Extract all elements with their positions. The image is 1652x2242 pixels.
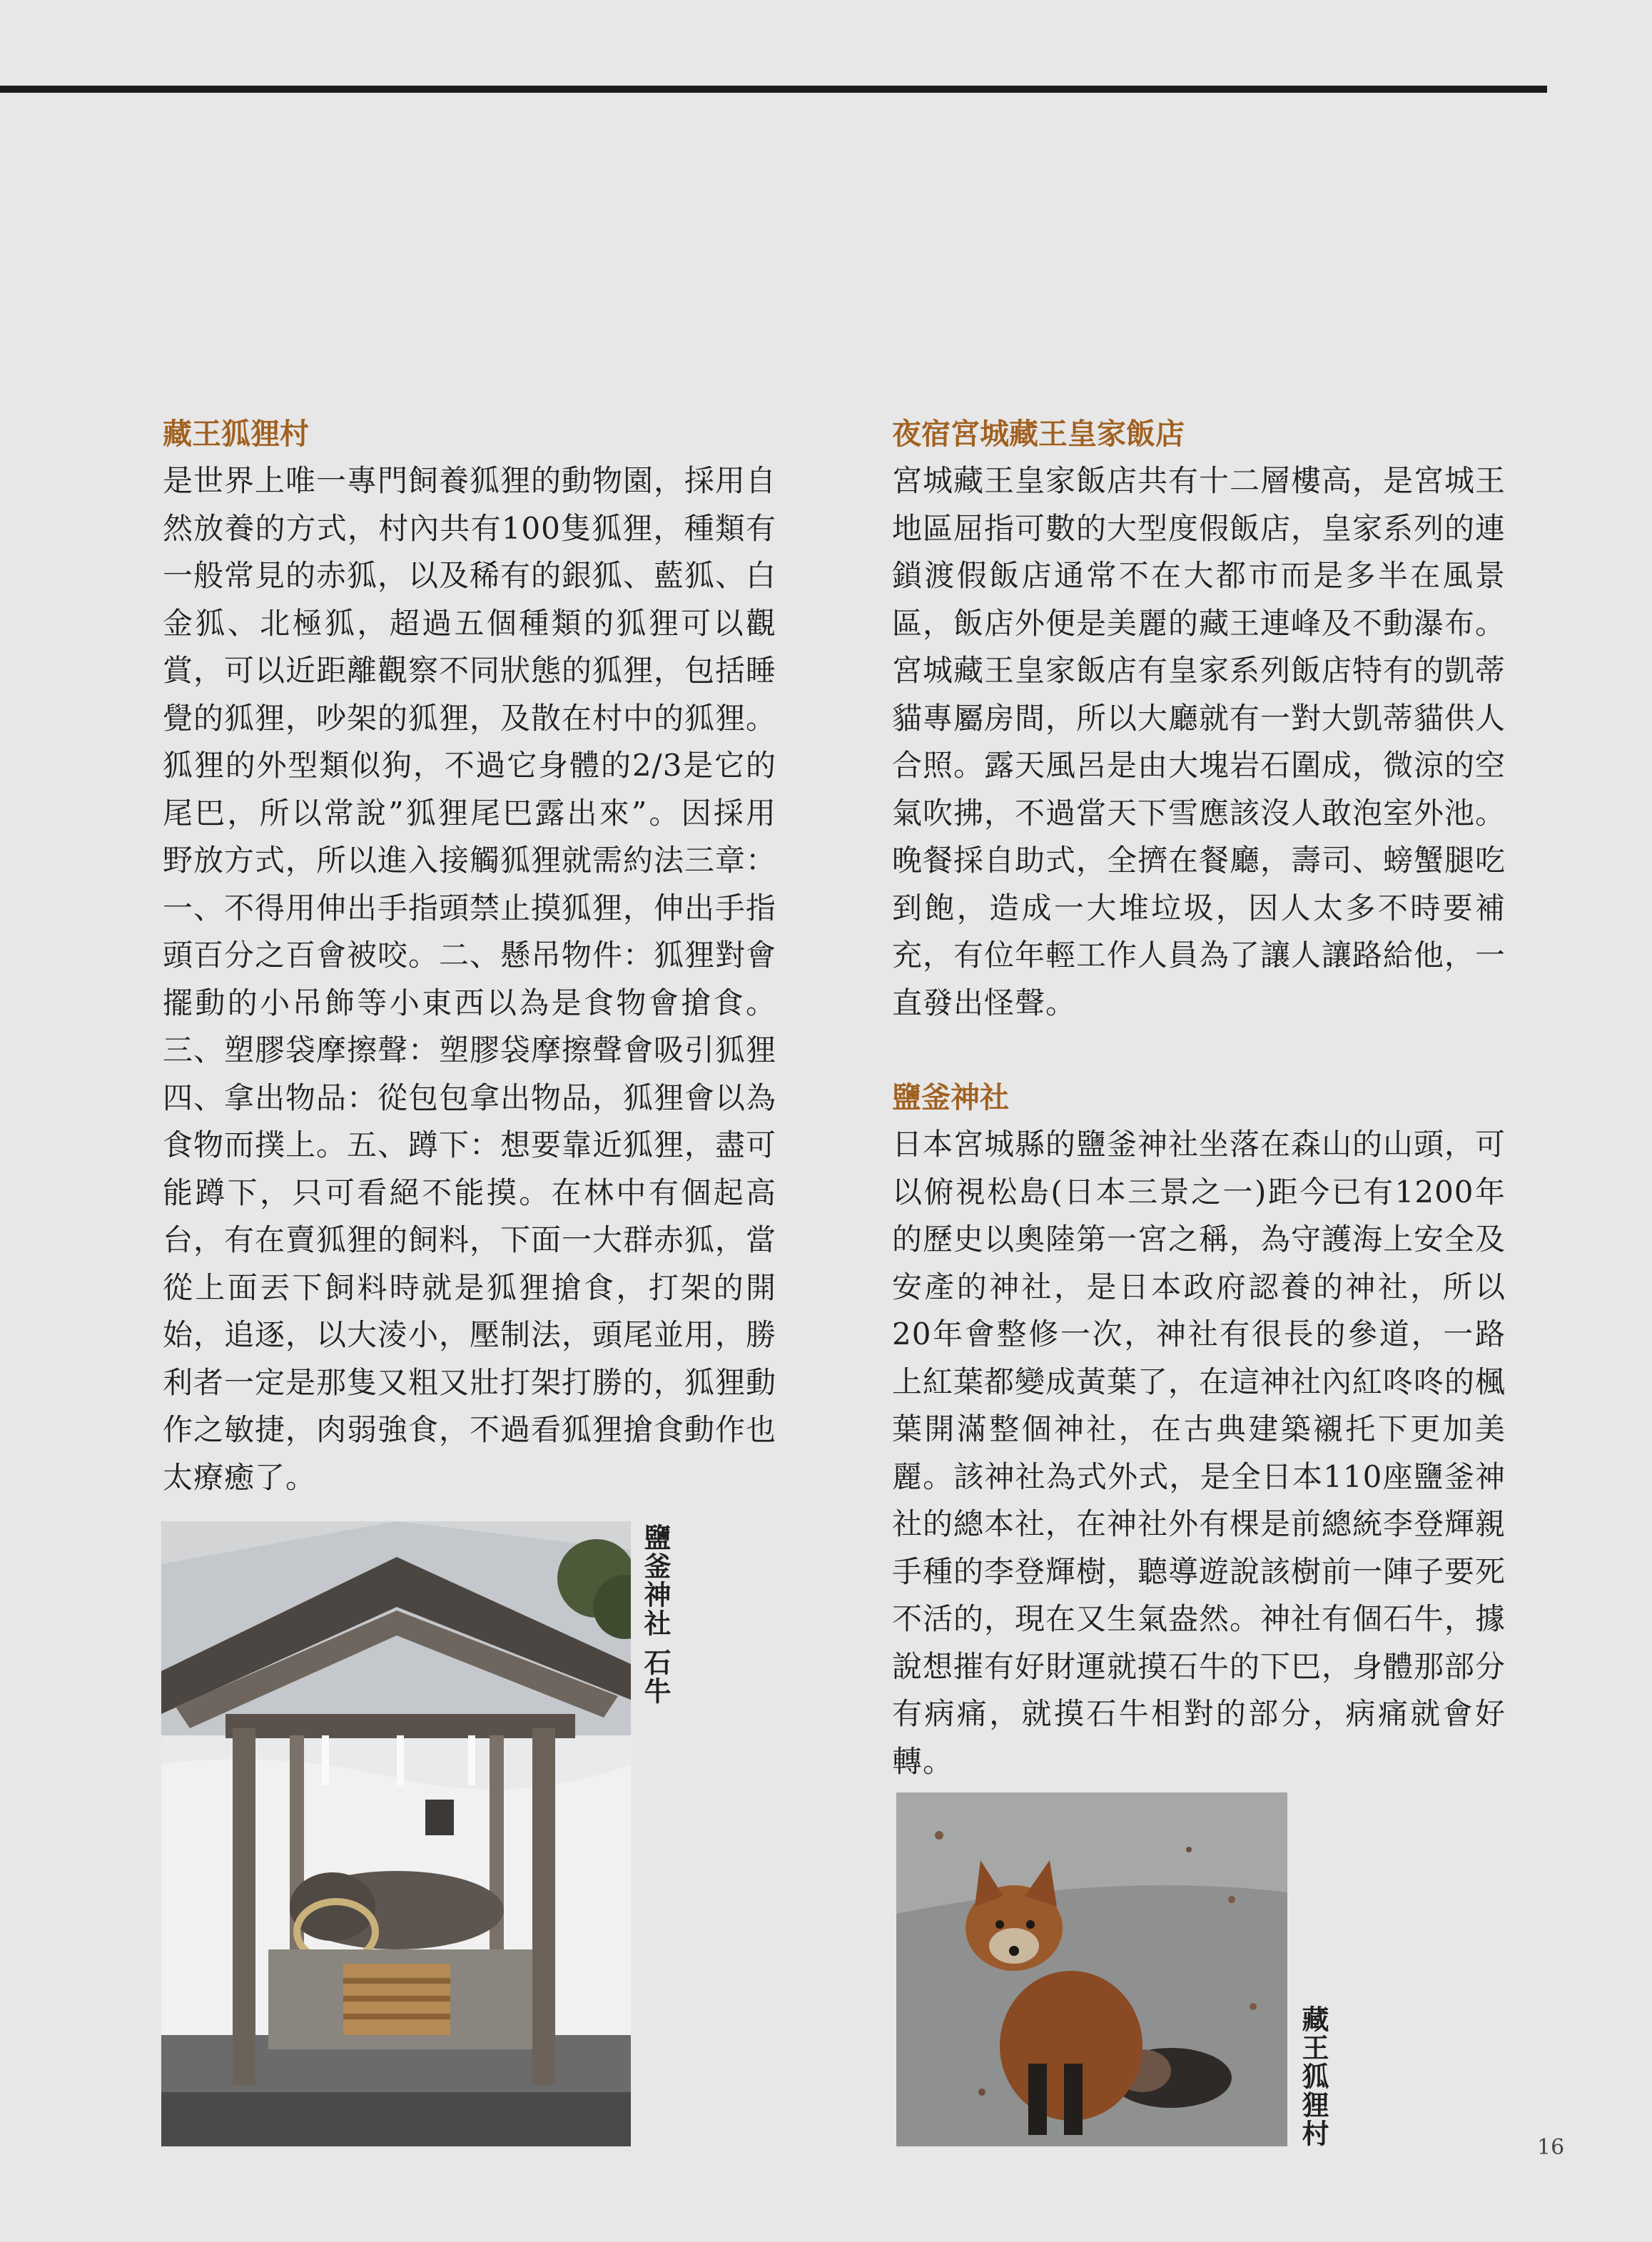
section-body-hotel: 宮城藏王皇家飯店共有十二層樓高，是宮城王地區屈指可數的大型度假飯店，皇家系列的連鎖渡假飯店通常不在大都市而是多半在風景區，飯店外便是美麗的藏王連峰及不動瀑布。宮城藏王皇家飯店有皇家系列飯店特有的凱蒂貓專屬房間，所以大廳就有一對大凱蒂貓供人合照。露天風呂是由大塊岩石圍成，微涼的空氣吹拂，不過當天下雪應該沒人敢泡室外池。晚餐採自助式，全擠在餐廳，壽司、螃蟹腿吃到飽，造成一大堆垃圾，因人太多不時要補充，有位年輕工作人員為了讓人讓路給他，一直發出怪聲。 (892, 463, 1506, 1020)
section-heading-shrine: 鹽釜神社 (892, 1080, 1009, 1115)
left-column (163, 410, 776, 1501)
right-column (892, 410, 1506, 1785)
top-rule (0, 86, 1547, 93)
section-heading-fox-village: 藏王狐狸村 (163, 417, 309, 451)
shrine-photo-caption: 鹽釜神社 石牛 (639, 1523, 672, 1706)
section-gap (892, 1027, 1506, 1074)
section-heading-hotel: 夜宿宮城藏王皇家飯店 (892, 417, 1185, 451)
shrine-stone-ox-photo (161, 1521, 631, 2146)
fox-photo (896, 1792, 1287, 2146)
section-body-fox-village: 是世界上唯一專門飼養狐狸的動物園，採用自然放養的方式，村內共有100隻狐狸，種類有一般常見的赤狐，以及稀有的銀狐、藍狐、白金狐、北極狐，超過五個種類的狐狸可以觀賞，可以近距離觀察不同狀態的狐狸，包括睡覺的狐狸，吵架的狐狸，及散在村中的狐狸。狐狸的外型類似狗，不過它身體的2/3是它的尾巴，所以常說”狐狸尾巴露出來”。因採用野放方式，所以進入接觸狐狸就需約法三章：一、不得用伸出手指頭禁止摸狐狸，伸出手指頭百分之百會被咬。二、懸吊物件：狐狸對會擺動的小吊飾等小東西以為是食物會搶食。三、塑膠袋摩擦聲：塑膠袋摩擦聲會吸引狐狸四、拿出物品：從包包拿出物品，狐狸會以為食物而撲上。五、蹲下：想要靠近狐狸，盡可能蹲下，只可看絕不能摸。在林中有個起高台，有在賣狐狸的飼料，下面一大群赤狐，當從上面丟下飼料時就是狐狸搶食，打架的開始，追逐，以大淩小，壓制法，頭尾並用，勝利者一定是那隻又粗又壯打架打勝的，狐狸動作之敏捷，肉弱強食，不過看狐狸搶食動作也太療癒了。 (163, 463, 777, 1495)
section-body-shrine: 日本宮城縣的鹽釜神社坐落在森山的山頭，可以俯視松島(日本三景之一)距今已有1200年的歷史以奧陸第一宮之稱，為守護海上安全及安產的神社，是日本政府認養的神社，所以20年會整修一次，神社有很長的參道，一路上紅葉都變成黃葉了，在這神社內紅咚咚的楓葉開滿整個神社，在古典建築襯托下更加美麗。該神社為式外式，是全日本110座鹽釜神社的總本社，在神社外有棵是前總統李登輝親手種的李登輝樹，聽導遊說該樹前一陣子要死不活的，現在又生氣盎然。神社有個石牛，據說想摧有好財運就摸石牛的下巴，身體那部分有病痛，就摸石牛相對的部分，病痛就會好轉。 (892, 1127, 1506, 1779)
page-number: 16 (1537, 2135, 1565, 2160)
fox-photo-caption: 藏王狐狸村 (1297, 2005, 1329, 2148)
